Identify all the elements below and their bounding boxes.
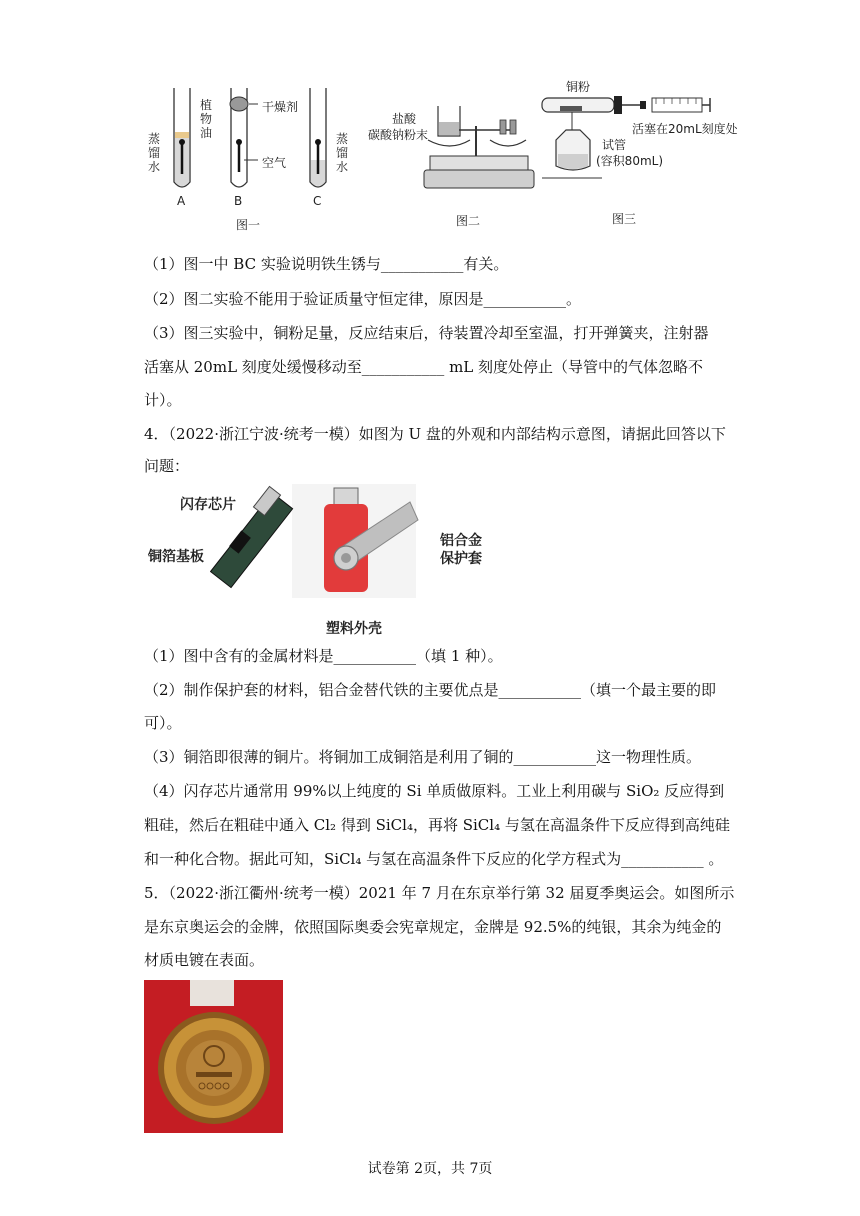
figure-2-drawing	[400, 96, 540, 196]
q4-stem-line2: 问题：	[144, 457, 190, 475]
q3-part3-line2: 活塞从 20mL 刻度处缓慢移动至___________ mL 刻度处停止（导管中的气体忽略不	[144, 358, 704, 376]
q5-stem-line1: 5．（2022·浙江衢州·统考一模）2021 年 7 月在东京举行第 32 届夏季奥运会。如图所示	[144, 884, 735, 902]
figure-1-drawing	[140, 82, 360, 232]
gold-medal-photo	[144, 980, 283, 1133]
figure-3-drawing	[536, 80, 736, 195]
q3-part2: （2）图二实验不能用于验证质量守恒定律，原因是___________。	[144, 290, 582, 308]
fig1-tube-a-label: A	[177, 194, 186, 208]
fig2-powder-label: 碳酸钠粉末	[368, 128, 429, 142]
usb-shell-label: 塑料外壳	[326, 621, 382, 637]
fig1-air-label: 空气	[262, 156, 287, 170]
gold-medal-drawing	[144, 980, 283, 1133]
figure-1	[140, 82, 360, 232]
figure-3	[536, 80, 736, 195]
q4-part4-line3: 和一种化合物。据此可知，SiCl₄ 与氢在高温条件下反应的化学方程式为___________ 。	[144, 850, 724, 868]
q4-part2-line1: （2）制作保护套的材料，铝合金替代铁的主要优点是___________（填一个最主要的即	[144, 681, 717, 699]
fig3-volume-label: (容积80mL)	[596, 154, 664, 168]
fig1-oil-label: 植物油	[200, 98, 213, 140]
fig2-acid-label: 盐酸	[392, 112, 417, 126]
q4-part2-line2: 可）。	[144, 714, 182, 732]
q4-part4-line2: 粗硅，然后在粗硅中通入 Cl₂ 得到 SiCl₄，再将 SiCl₄ 与氢在高温条件下反应得到高纯硅	[144, 816, 730, 834]
q4-part3: （3）铜箔即很薄的铜片。将铜加工成铜箔是利用了铜的___________这一物理性质。	[144, 748, 702, 766]
usb-chip-label: 闪存芯片	[180, 497, 236, 513]
usb-external-photo	[310, 486, 420, 596]
q3-part3-line3: 计）。	[144, 391, 182, 409]
fig1-caption: 图一	[236, 218, 261, 232]
usb-sleeve-label-line1: 铝合金	[440, 533, 482, 549]
fig2-caption: 图二	[456, 214, 481, 228]
q5-stem-line3: 材质电镀在表面。	[144, 951, 265, 969]
q4-part4-line1: （4）闪存芯片通常用 99%以上纯度的 Si 单质做原料。工业上利用碳与 SiO₂ 反应得到	[144, 782, 725, 800]
fig3-copper-label: 铜粉	[566, 80, 591, 94]
q3-part1: （1）图一中 BC 实验说明铁生锈与___________有关。	[144, 255, 509, 273]
usb-drive-drawing	[310, 486, 420, 596]
q4-part1: （1）图中含有的金属材料是___________（填 1 种）。	[144, 647, 503, 665]
fig1-desiccant-label: 干燥剂	[262, 100, 299, 114]
fig3-piston-label: 活塞在20mL刻度处	[632, 122, 738, 136]
usb-board-label: 铜箔基板	[148, 549, 204, 565]
fig1-tube-b-label: B	[234, 194, 243, 208]
figure-2	[400, 96, 540, 196]
q4-stem-line1: 4．（2022·浙江宁波·统考一模）如图为 U 盘的外观和内部结构示意图，请据此回答以下	[144, 425, 726, 443]
page-footer: 试卷第 2页，共 7页	[367, 1161, 493, 1177]
fig1-water-label-c: 蒸馏水	[336, 132, 349, 174]
usb-sleeve-label-line2: 保护套	[440, 551, 482, 567]
fig1-water-label-a: 蒸馏水	[148, 132, 161, 174]
fig1-tube-c-label: C	[313, 194, 322, 208]
q3-part3-line1: （3）图三实验中，铜粉足量，反应结束后，待装置冷却至室温，打开弹簧夹，注射器	[144, 324, 709, 342]
fig3-caption: 图三	[612, 212, 637, 226]
fig3-tube-label: 试管	[602, 138, 627, 152]
q5-stem-line2: 是东京奥运会的金牌，依照国际奥委会宪章规定，金牌是 92.5%的纯银，其余为纯金的	[144, 918, 722, 936]
